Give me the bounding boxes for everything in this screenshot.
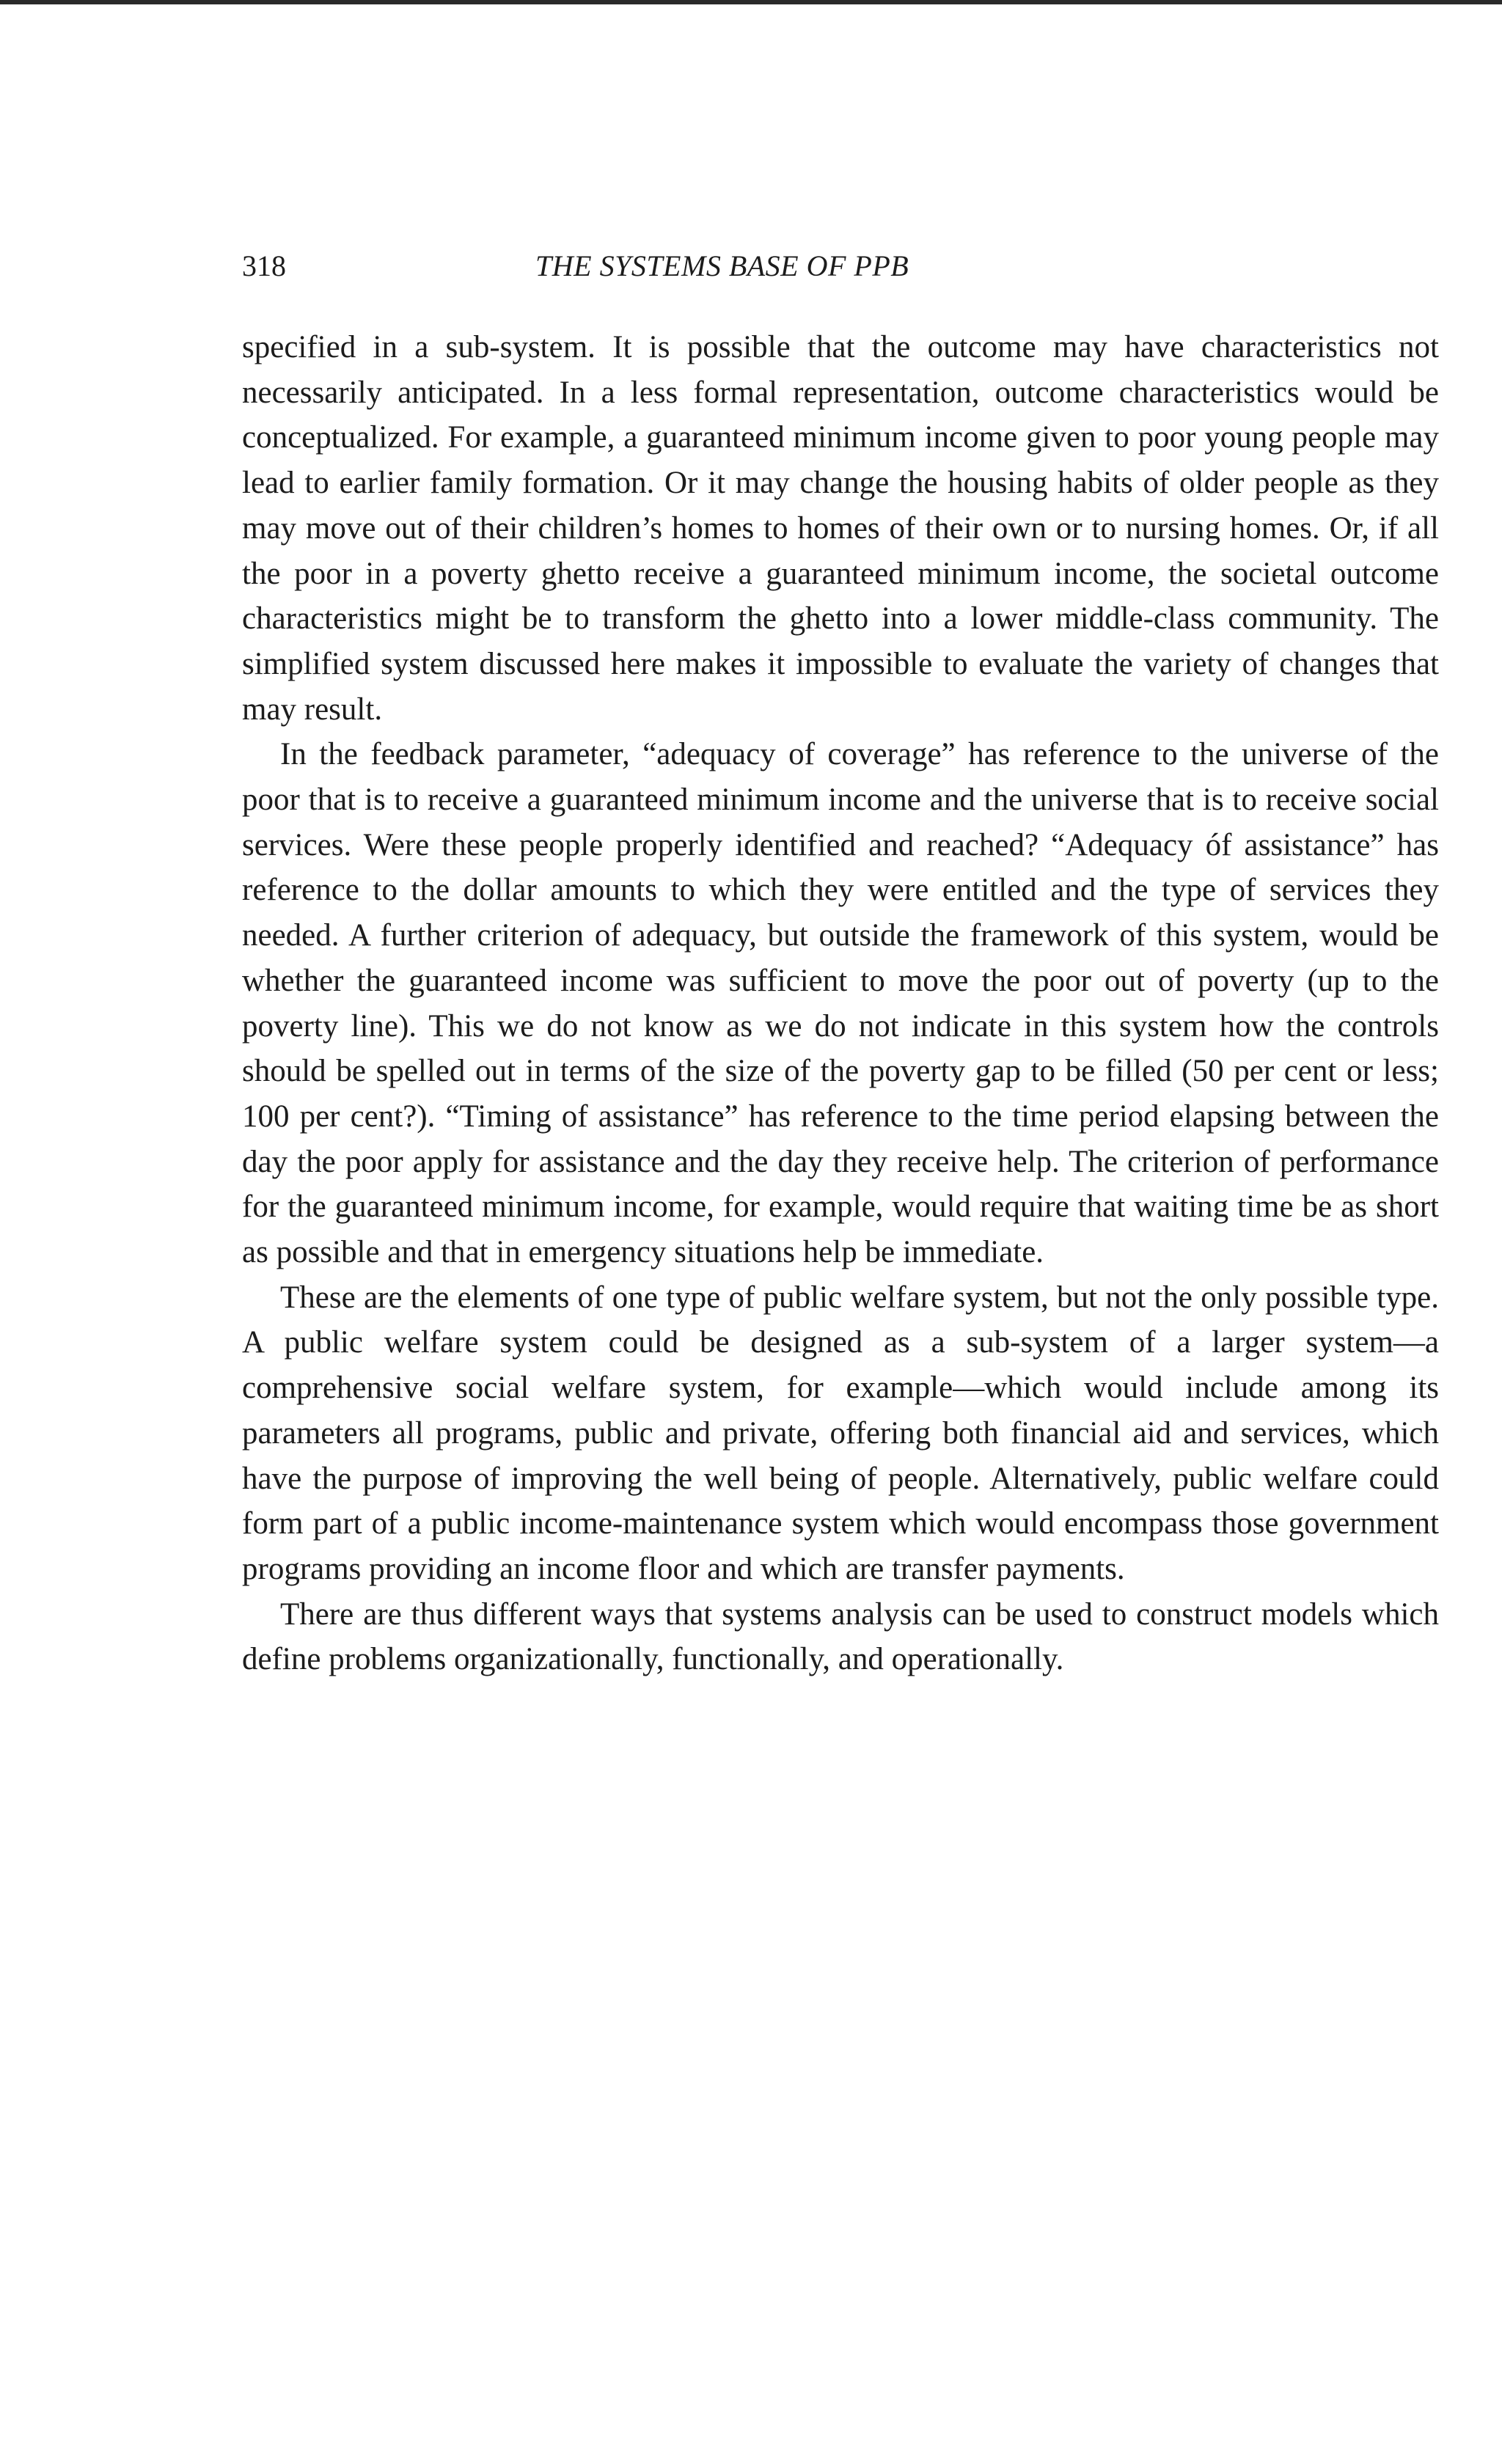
running-head: [242, 244, 1439, 288]
paragraph-welfare-system-types: These are the elements of one type of public welfare system, but not the only possible type. A public welfare system could be designed as a sub-system of a larger system—a comprehensive social welfare system, for example—which would include among its parameters all programs, public and private, offering both financial aid and services, which have the purpose of improving the well being of people. Alternatively, public welfare could form part of a public income-maintenance system which would encompass those government programs providing an income floor and which are transfer payments.: [242, 1280, 1439, 1586]
paragraph-continuation: specified in a sub-system. It is possible that the outcome may have characteristics not necessarily anticipated. In a less formal representation, outcome characteristics would be conceptualized. For example, a guaranteed minimum income given to poor young people may lead to earlier family formation. Or it may change the housing habits of older people as they may move out of their children’s homes to homes of their own or to nursing homes. Or, if all the poor in a poverty ghetto receive a guaranteed minimum income, the societal outcome characteristics might be to transform the ghetto into a lower middle-class community. The simplified system discussed here makes it impossible to evaluate the variety of changes that may result.: [242, 330, 1439, 727]
page-top-edge-rule: [0, 0, 1502, 4]
body-text: [242, 325, 1439, 1682]
page-number: 318: [242, 249, 286, 282]
running-title: THE SYSTEMS BASE OF PPB: [535, 249, 909, 282]
paragraph-feedback-parameter: In the feedback parameter, “adequacy of coverage” has reference to the universe of the poor that is to receive a guaranteed minimum income and the universe that is to receive social services. Were these people properly identified and reached? “Adequacy óf assistance” has reference to the dollar amounts to which they were entitled and the type of services they needed. A further criterion of adequacy, but outside the framework of this system, would be whether the guaranteed income was sufficient to move the poor out of poverty (up to the poverty line). This we do not know as we do not indicate in this system how the controls should be spelled out in terms of the size of the poverty gap to be filled (50 per cent or less; 100 per cent?). “Timing of assistance” has reference to the time period elapsing between the day the poor apply for assistance and the day they receive help. The criterion of performance for the guaranteed minimum income, for example, would require that waiting time be as short as possible and that in emergency situations help be immediate.: [242, 737, 1439, 1270]
paragraph-conclusion: There are thus different ways that systems analysis can be used to construct models which define problems organizationally, functionally, and operationally.: [242, 1596, 1439, 1677]
